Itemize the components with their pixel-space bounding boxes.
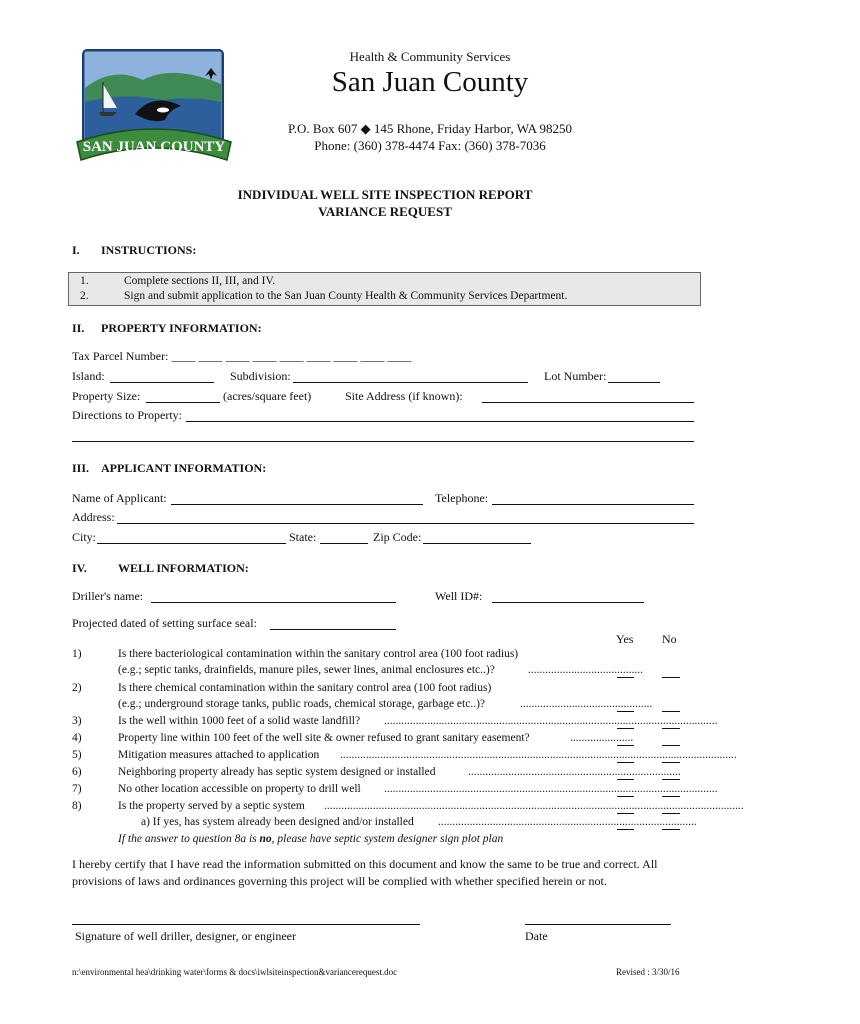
no-answer-blank[interactable] [662,751,680,763]
question-number: 1) [72,648,82,660]
question-number: 5) [72,749,82,761]
septic-note: If the answer to question 8a is no, please have septic system designer sign plot plan [118,833,504,845]
question-text: Is there bacteriological contamination within the sanitary control area (100 foot radius) [118,648,519,660]
city-field[interactable] [97,532,286,544]
address-field[interactable] [117,512,694,524]
driller-name-field[interactable] [151,591,396,603]
lot-number-field[interactable] [608,371,660,383]
applicant-name-field[interactable] [171,493,423,505]
telephone-field[interactable] [492,493,694,505]
address-label: Address: [72,510,115,524]
file-path: n:\environmental hea\drinking water\forms & docs\iwlsiteinspection&variancerequest.doc [72,967,398,977]
well-id-field[interactable] [492,591,644,603]
section-4-number: IV. [72,561,87,575]
driller-name-label: Driller's name: [72,589,144,603]
site-address-field[interactable] [482,391,694,403]
subdivision-field[interactable] [293,371,528,383]
no-column-header: No [662,632,677,646]
revision-date: Revised : 3/30/16 [616,967,680,977]
department-name: Health & Community Services [349,49,511,64]
question-text: a) If yes, has system already been designed and/or installed [141,816,414,828]
yes-answer-blank[interactable] [617,700,634,712]
section-1-title: INSTRUCTIONS: [101,243,197,257]
no-answer-blank[interactable] [662,785,680,797]
island-field[interactable] [110,371,214,383]
section-2-title: PROPERTY INFORMATION: [101,321,262,335]
yes-answer-blank[interactable] [617,768,634,780]
section-4-title: WELL INFORMATION: [118,561,249,575]
site-address-label: Site Address (if known): [345,389,463,403]
section-1-number: I. [72,243,80,257]
no-answer-blank[interactable] [662,717,680,729]
signature-label: Signature of well driller, designer, or engineer [75,929,296,943]
question-text: Neighboring property already has septic system designed or installed [118,766,436,778]
signature-field[interactable] [72,913,420,925]
no-answer-blank[interactable] [662,802,680,814]
question-text: (e.g.; underground storage tanks, public roads, chemical storage, garbage etc..)? [118,698,486,710]
question-number: 6) [72,766,82,778]
question-text: (e.g.; septic tanks, drainfields, manure piles, sewer lines, animal enclosures etc..)? [118,664,495,676]
state-label: State: [289,530,317,544]
question-number: 7) [72,783,82,795]
question-text: Is the well within 1000 feet of a solid waste landfill? [118,715,361,727]
question-number: 3) [72,715,82,727]
report-title: INDIVIDUAL WELL SITE INSPECTION REPORT [237,187,533,202]
certification-text: I hereby certify that I have read the information submitted on this document and know the same to be true and correct. All [72,857,658,871]
question-number: 8) [72,800,82,812]
city-label: City: [72,530,97,544]
question-text: Mitigation measures attached to application [118,749,320,761]
tax-parcel-field[interactable]: Tax Parcel Number: ____ ____ ____ ____ ____ ____ ____ ____ ____ [72,349,412,363]
directions-label: Directions to Property: [72,408,182,422]
instruction-text: Complete sections II, III, and IV. [124,275,276,287]
no-answer-blank[interactable] [662,768,680,780]
lot-number-label: Lot Number: [544,369,607,383]
logo-subtext: WASHINGTON [133,156,175,162]
subdivision-label: Subdivision: [230,369,291,383]
address-line: P.O. Box 607 ◆ 145 Rhone, Friday Harbor, WA 98250 [287,121,573,136]
yes-column-header: Yes [616,632,634,646]
question-text: Property line within 100 feet of the well site & owner refused to grant sanitary easement? [118,732,530,744]
yes-answer-blank[interactable] [617,666,634,678]
logo-text: SAN JUAN COUNTY [82,139,226,155]
no-answer-blank[interactable] [662,734,680,746]
yes-answer-blank[interactable] [617,751,634,763]
property-size-label: Property Size: [72,389,141,403]
section-2-number: II. [72,321,85,335]
yes-answer-blank[interactable] [617,785,634,797]
no-answer-blank[interactable] [662,666,680,678]
island-label: Island: [72,369,105,383]
applicant-name-label: Name of Applicant: [72,491,167,505]
zip-label: Zip Code: [373,530,422,544]
yes-answer-blank[interactable] [617,802,634,814]
zip-field[interactable] [423,532,531,544]
question-text: Is there chemical contamination within the sanitary control area (100 foot radius) [118,682,492,694]
date-field[interactable] [525,913,671,925]
question-number: 4) [72,732,82,744]
directions-field[interactable] [186,410,694,422]
section-3-title: APPLICANT INFORMATION: [101,461,267,475]
no-answer-blank[interactable] [662,818,680,830]
telephone-label: Telephone: [435,491,489,505]
property-size-field[interactable] [146,391,220,403]
well-id-label: Well ID#: [435,589,483,603]
date-label: Date [525,929,548,943]
yes-answer-blank[interactable] [617,818,634,830]
directions-field-line-2[interactable] [72,430,694,442]
question-text: Is the property served by a septic system [118,800,305,812]
yes-answer-blank[interactable] [617,734,634,746]
report-subtitle: VARIANCE REQUEST [318,204,452,219]
instruction-text: Sign and submit application to the San Juan County Health & Community Services Department. [124,290,568,302]
surface-seal-field[interactable] [270,618,396,630]
yes-answer-blank[interactable] [617,717,634,729]
question-text: No other location accessible on property to drill well [118,783,361,795]
phone-line: Phone: (360) 378-4474 Fax: (360) 378-7036 [314,138,546,153]
certification-text: provisions of laws and ordinances governing this project will be complied with whether specified herein or not. [72,874,607,888]
no-answer-blank[interactable] [662,700,680,712]
section-3-number: III. [72,461,90,475]
question-number: 2) [72,682,82,694]
instruction-number: 1. [80,275,89,287]
state-field[interactable] [320,532,368,544]
property-size-unit: (acres/square feet) [223,389,312,403]
surface-seal-label: Projected dated of setting surface seal: [72,616,257,630]
instruction-number: 2. [80,290,89,302]
county-name: San Juan County [331,66,529,98]
